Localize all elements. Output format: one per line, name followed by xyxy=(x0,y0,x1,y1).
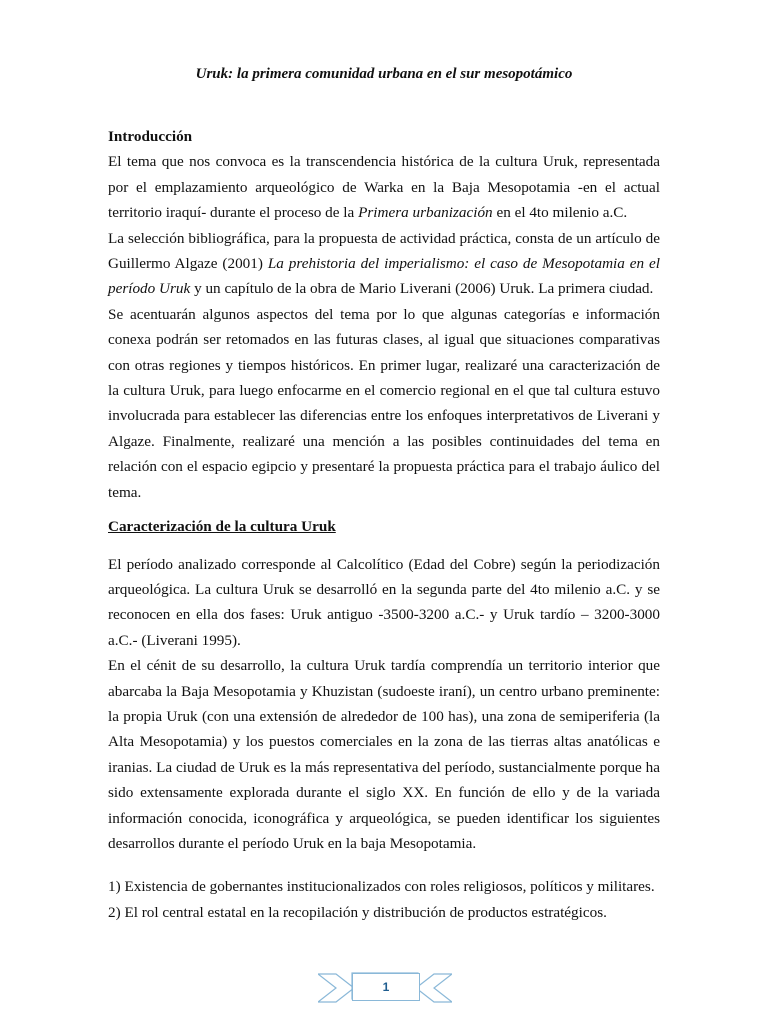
document-body xyxy=(108,124,660,925)
page-footer xyxy=(318,966,452,1010)
list-item: 2) El rol central estatal en la recopilación y distribución de productos estratégicos. xyxy=(108,903,607,921)
list-gap xyxy=(108,856,660,874)
intro-paragraph-2 xyxy=(108,226,660,302)
section-gap xyxy=(108,540,660,552)
intro-paragraph-1-text-b: en el 4to milenio a.C. xyxy=(492,204,628,222)
page-number: 1 xyxy=(352,973,420,1001)
section-gap xyxy=(108,505,660,514)
section-heading-caracterizacion: Caracterización de la cultura Uruk xyxy=(108,518,336,536)
right-chevron-decoration xyxy=(416,974,452,1002)
list-item: 1) Existencia de gobernantes institucionalizados con roles religiosos, políticos y militares. xyxy=(108,878,655,896)
document-title: Uruk: la primera comunidad urbana en el sur mesopotámico xyxy=(195,66,573,82)
intro-paragraph-2-text-b: y un capítulo de la obra de Mario Liverani (2006) Uruk. La primera ciudad. xyxy=(190,280,654,298)
intro-paragraph-2-text-a: La selección bibliográfica, para la propuesta de actividad práctica, consta de un artículo de Guillermo Algaze (2001) xyxy=(108,229,660,273)
intro-paragraph-2-italic: La prehistoria del imperialismo: el caso de Mesopotamia en el período Uruk xyxy=(108,255,660,298)
intro-paragraph-1-italic: Primera urbanización xyxy=(358,204,493,222)
intro-paragraph-1-text-a: El tema que nos convoca es la transcendencia histórica de la cultura Uruk, representada por el emplazamiento arqueológico de Warka en la Baja Mesopotamia -en el actual territorio iraquí- durante el proceso de la xyxy=(108,153,660,222)
intro-paragraph-1 xyxy=(108,149,660,225)
section-paragraph-1: El período analizado corresponde al Calcolítico (Edad del Cobre) según la periodización arqueológica. La cultura Uruk se desarrolló en la segunda parte del 4to milenio a.C. y se reconocen en ella dos fases: Uruk antiguo -3500-3200 a.C.- y Uruk tardío – 3200-3000 a.C.- (Liverani 1995). xyxy=(108,555,660,649)
intro-paragraph-3: Se acentuarán algunos aspectos del tema por lo que algunas categorías e información conexa podrán ser retomados en las futuras clases, al igual que situaciones comparativas con otras regiones y tiempos históricos. En primer lugar, realizaré una caracterización de la cultura Uruk, para luego enfocarme en el comercio regional en el que tal cultura estuvo involucrada para establecer las diferencias entre los enfoques interpretativos de Liverani y Algaze. Finalmente, realizaré una mención a las posibles continuidades del tema en relación con el espacio egipcio y presentaré la propuesta práctica para el trabajo áulico del tema. xyxy=(108,305,660,501)
intro-heading: Introducción xyxy=(108,128,193,145)
section-paragraph-2: En el cénit de su desarrollo, la cultura Uruk tardía comprendía un territorio interior que abarcaba la Baja Mesopotamia y Khuzistan (sudoeste iraní), un centro urbano preminente: la propia Uruk (con una extensión de alrededor de 100 has), una zona de semiperiferia (la Alta Mesopotamia) y los puestos comerciales en la zona de las tierras altas anatólicas e iranias. La ciudad de Uruk es la más representativa del período, sustancialmente porque ha sido extensamente explorada durante el siglo XX. En función de ello y de la variada información conocida, iconográfica y arqueológica, se pueden identificar los siguientes desarrollos durante el período Uruk en la baja Mesopotamia. xyxy=(108,657,660,852)
left-chevron-decoration xyxy=(318,974,354,1002)
